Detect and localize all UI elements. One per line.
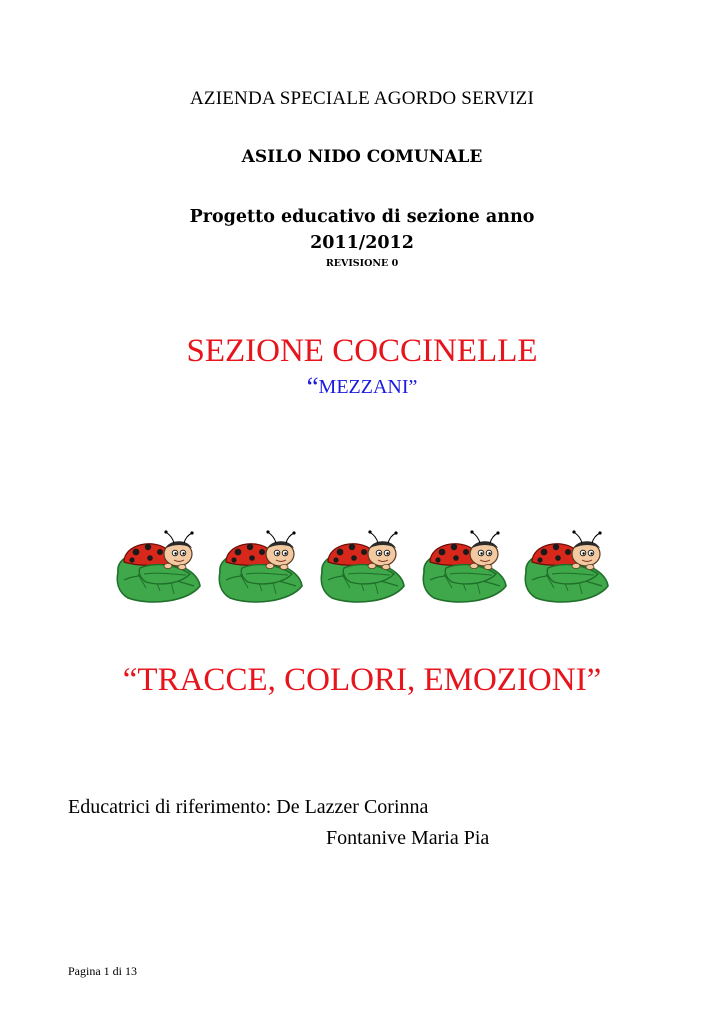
theme-title: “TRACCE, COLORI, EMOZIONI” [122, 662, 602, 698]
project-title-line1: Progetto educativo di sezione anno [189, 207, 535, 227]
section-name: SEZIONE COCCINELLE [186, 333, 538, 369]
ladybug-on-leaf-icon [110, 528, 206, 606]
project-title [0, 204, 724, 256]
educators-row-2 [68, 823, 489, 854]
educators-row-1 [68, 792, 489, 823]
educators-label: Educatrici di riferimento: [68, 796, 272, 818]
ladybug-on-leaf-icon [212, 528, 308, 606]
page-number: Pagina 1 di 13 [68, 964, 137, 978]
educator-name: Fontanive Maria Pia [326, 827, 490, 849]
open-quote: “ [306, 372, 319, 402]
close-quote: ” [408, 376, 418, 398]
organization-name: AZIENDA SPECIALE AGORDO SERVIZI [189, 88, 535, 109]
ladybug-on-leaf-icon [314, 528, 410, 606]
section-group [0, 372, 724, 403]
ladybug-illustration-row [110, 528, 614, 608]
educator-name: De Lazzer Corinna [276, 796, 429, 818]
facility-name: ASILO NIDO COMUNALE [241, 147, 483, 167]
revision-label: REVISIONE 0 [325, 258, 399, 269]
group-name: MEZZANI [318, 376, 409, 398]
ladybug-on-leaf-icon [416, 528, 512, 606]
project-year: 2011/2012 [310, 233, 414, 253]
ladybug-on-leaf-icon [518, 528, 614, 606]
educators-block [68, 792, 489, 854]
